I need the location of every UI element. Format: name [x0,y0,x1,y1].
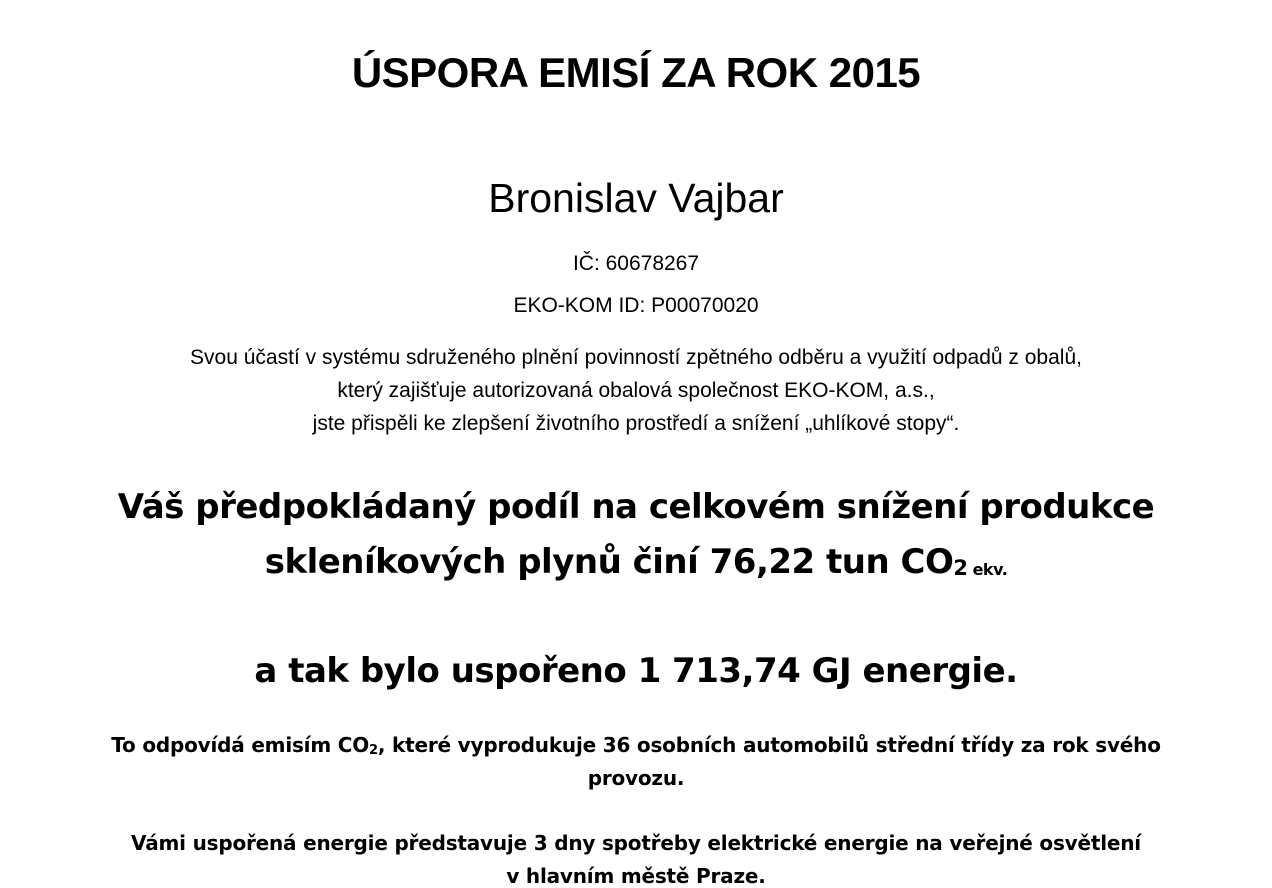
document-title: ÚSPORA EMISÍ ZA ROK 2015 [351,49,921,96]
share-line-1: Váš předpokládaný podíl na celkovém snížení produkce [117,487,1155,527]
ekv-suffix: ekv. [967,560,1008,579]
company-id: IČ: 60678267 [572,252,700,275]
cars-co2-subscript: 2 [369,743,378,758]
cars-line-suffix: , které vyprodukuje 36 osobních automobilů střední třídy za rok svého [377,733,1161,757]
intro-line-1: Svou účastí v systému sdruženého plnění povinností zpětného odběru a využití odpadů z obalů, [190,346,1082,369]
lighting-equivalent-line-2: v hlavním městě Praze. [506,864,766,888]
share-line-2-text: skleníkových plynů činí 76,22 tun CO [264,542,954,582]
intro-line-3: jste přispěli ke zlepšení životního prostředí a snížení „uhlíkové stopy“. [312,412,960,435]
ekokom-id: EKO-KOM ID: P00070020 [513,294,759,317]
cars-line-prefix: To odpovídá emisím CO [111,733,370,757]
lighting-equivalent-line-1: Vámi uspořená energie představuje 3 dny spotřeby elektrické energie na veřejné osvětlení [131,831,1141,855]
co2-subscript: 2 [953,556,968,580]
cars-equivalent-line-2: provozu. [587,766,685,790]
intro-line-2: který zajišťuje autorizovaná obalová společnost EKO-KOM, a.s., [337,379,935,402]
energy-saved-line: a tak bylo uspořeno 1 713,74 GJ energie. [254,651,1018,691]
cars-equivalent-line-1 [0,735,1272,757]
share-line-2 [0,542,1272,582]
recipient-name: Bronislav Vajbar [488,175,784,221]
